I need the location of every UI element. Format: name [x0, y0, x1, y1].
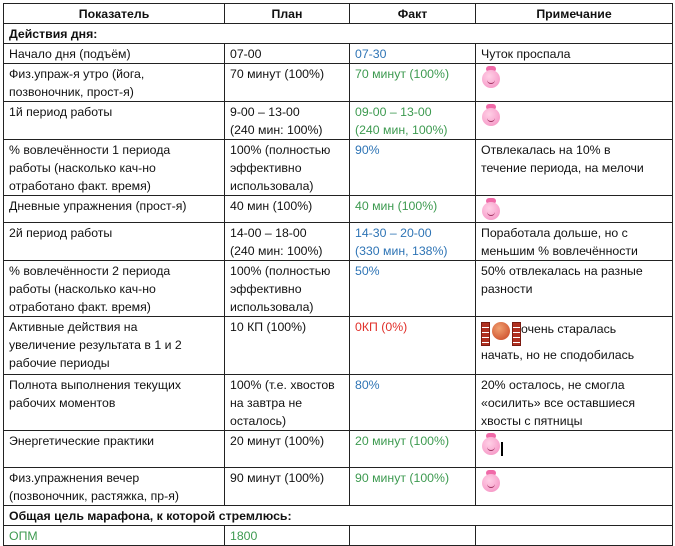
fact-cell: 09-00 – 13-00 (240 мин, 100%) — [350, 102, 476, 140]
pig-smiley-icon — [481, 198, 501, 222]
table-row — [4, 317, 673, 375]
header-indicator: Показатель — [4, 4, 225, 24]
note-cell — [476, 317, 673, 375]
header-note: Примечание — [476, 4, 673, 24]
goal-note — [476, 526, 673, 546]
header-row — [4, 4, 673, 24]
table-row — [4, 431, 673, 468]
note-cell: 20% осталось, не смогла «осилить» все оставшиеся хвосты с пятницы — [476, 375, 673, 431]
fact-cell: 0КП (0%) — [350, 317, 476, 375]
fact-cell: 50% — [350, 261, 476, 317]
section-title: Действия дня: — [4, 24, 673, 44]
fact-cell: 20 минут (100%) — [350, 431, 476, 468]
table-row — [4, 64, 673, 102]
marathon-table — [3, 3, 673, 546]
table-row — [4, 44, 673, 64]
fact-cell: 07-30 — [350, 44, 476, 64]
plan-cell: 40 мин (100%) — [225, 196, 350, 223]
note-cell — [476, 431, 673, 468]
table-row — [4, 140, 673, 196]
plan-cell: 90 минут (100%) — [225, 468, 350, 506]
note-text: очень старалась начать, но не сподобилась — [481, 322, 635, 362]
indicator-cell: Физ.упраж-я утро (йога, позвоночник, прост-я) — [4, 64, 225, 102]
plan-cell: 9-00 – 13-00 (240 мин: 100%) — [225, 102, 350, 140]
goal-fact — [350, 526, 476, 546]
pig-smiley-icon — [481, 66, 501, 90]
goal-row — [4, 526, 673, 546]
note-cell: 50% отвлекалась на разные разности — [476, 261, 673, 317]
indicator-cell: % вовлечённости 2 периода работы (насколько кач-но отработано факт. время) — [4, 261, 225, 317]
indicator-cell: Полнота выполнения текущих рабочих моментов — [4, 375, 225, 431]
note-cell: Отвлекалась на 10% в течение периода, на мелочи — [476, 140, 673, 196]
indicator-cell: Энергетические практики — [4, 431, 225, 468]
angry-wall-icon — [481, 322, 521, 346]
note-cell — [476, 468, 673, 506]
table-row — [4, 261, 673, 317]
plan-cell: 20 минут (100%) — [225, 431, 350, 468]
header-fact: Факт — [350, 4, 476, 24]
indicator-cell: Дневные упражнения (прост-я) — [4, 196, 225, 223]
fact-cell: 90% — [350, 140, 476, 196]
pig-smiley-icon — [481, 470, 501, 494]
table-row — [4, 196, 673, 223]
fact-cell: 90 минут (100%) — [350, 468, 476, 506]
table-row — [4, 223, 673, 261]
plan-cell: 07-00 — [225, 44, 350, 64]
table-row — [4, 102, 673, 140]
fact-cell: 14-30 – 20-00 (330 мин, 138%) — [350, 223, 476, 261]
note-cell — [476, 64, 673, 102]
note-cell — [476, 102, 673, 140]
section-title: Общая цель марафона, к которой стремлюсь: — [4, 506, 673, 526]
fact-cell: 40 мин (100%) — [350, 196, 476, 223]
fact-cell: 70 минут (100%) — [350, 64, 476, 102]
goal-plan: 1800 — [225, 526, 350, 546]
plan-cell: 100% (полностью эффективно использовала) — [225, 261, 350, 317]
indicator-cell: % вовлечённости 1 периода работы (насколько кач-но отработано факт. время) — [4, 140, 225, 196]
table-row — [4, 468, 673, 506]
section-row — [4, 506, 673, 526]
pig-smiley-icon — [481, 433, 501, 457]
indicator-cell: Активные действия на увеличение результата в 1 и 2 рабочие периоды — [4, 317, 225, 375]
plan-cell: 100% (т.е. хвостов на завтра не осталось) — [225, 375, 350, 431]
indicator-cell: 1й период работы — [4, 102, 225, 140]
fact-cell: 80% — [350, 375, 476, 431]
plan-cell: 70 минут (100%) — [225, 64, 350, 102]
note-cell — [476, 196, 673, 223]
plan-cell: 10 КП (100%) — [225, 317, 350, 375]
indicator-cell: 2й период работы — [4, 223, 225, 261]
text-cursor — [501, 442, 503, 456]
indicator-cell: Начало дня (подъём) — [4, 44, 225, 64]
header-plan: План — [225, 4, 350, 24]
plan-cell: 14-00 – 18-00 (240 мин: 100%) — [225, 223, 350, 261]
section-row — [4, 24, 673, 44]
note-cell: Поработала дольше, но с меньшим % вовлечённости — [476, 223, 673, 261]
note-cell: Чуток проспала — [476, 44, 673, 64]
goal-name: ОПМ — [4, 526, 225, 546]
pig-smiley-icon — [481, 104, 501, 128]
table-row — [4, 375, 673, 431]
plan-cell: 100% (полностью эффективно использовала) — [225, 140, 350, 196]
indicator-cell: Физ.упражнения вечер (позвоночник, растяжка, пр-я) — [4, 468, 225, 506]
